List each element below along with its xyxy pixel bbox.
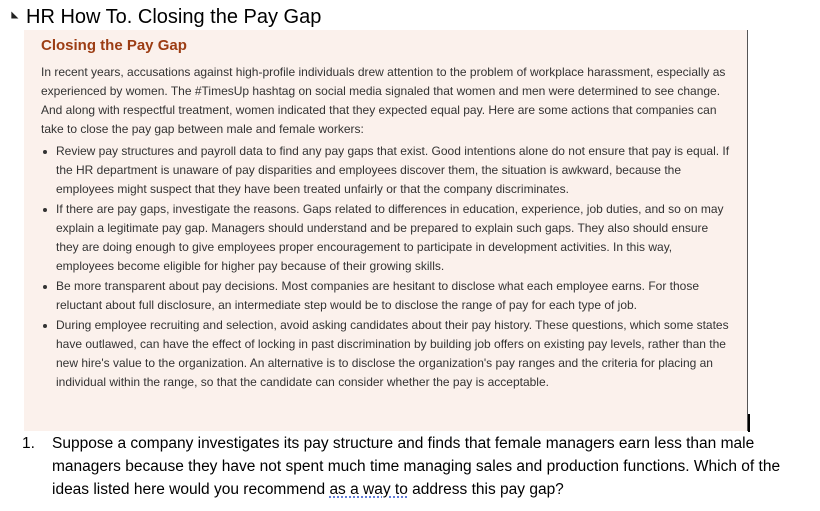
action-list-item: Review pay structures and payroll data to find any pay gaps that exist. Good intentions alone do not ensure that pay is equal. If the HR department is unaware of pay disparities and employees discover them, the situation is awkward, because the employees might suspect that they have been treated unfairly or that the company discriminates.: [41, 142, 733, 199]
question-text-end: address this pay gap?: [407, 481, 564, 498]
card-title: Closing the Pay Gap: [41, 37, 187, 54]
question-item: [22, 432, 812, 501]
question-text-start: Suppose a company investigates its pay structure and finds that female managers earn less than male managers because they have not spent much time managing sales and production functions. Which of the ideas listed here would you recommend: [52, 435, 781, 498]
section-title: HR How To. Closing the Pay Gap: [26, 6, 322, 28]
section-header[interactable]: [4, 4, 321, 30]
action-list-item: If there are pay gaps, investigate the reasons. Gaps related to differences in education, experience, job duties, and so on may explain a legitimate pay gap. Managers should understand and be prepared to explain such gaps. They also should ensure they are doing enough to give employees proper encouragement to participate in development activities. In this way, employees become eligible for higher pay because of their growing skills.: [41, 200, 733, 276]
action-list: [41, 142, 733, 393]
card-intro-paragraph: In recent years, accusations against high-profile individuals drew attention to the problem of workplace harassment, especially as experienced by women. The #TimesUp hashtag on social media signaled that women and men were determined to see change. And along with respectful treatment, women indicated that they expected equal pay. Here are some actions that companies can take to close the pay gap between male and female workers:: [41, 65, 726, 136]
grammar-flagged-phrase[interactable]: as a way to: [329, 481, 408, 498]
action-list-item: Be more transparent about pay decisions. Most companies are hesitant to disclose what each employee earns. For those reluctant about full disclosure, an intermediate step would be to disclose the range of pay for each type of job.: [41, 277, 733, 315]
action-list-item: During employee recruiting and selection, avoid asking candidates about their pay history. These questions, which some states have outlawed, can have the effect of locking in past discrimination by building job offers on existing pay levels, rather than the new hire's value to the organization. An alternative is to disclose the organization's pay ranges and the criteria for placing an individual within the range, so that the candidate can consider whether the pay is acceptable.: [41, 316, 733, 392]
content-card: [24, 30, 748, 431]
question-text[interactable]: [52, 432, 812, 501]
question-number: 1.: [22, 435, 35, 452]
collapse-triangle-icon[interactable]: [8, 11, 19, 22]
card-edge-marker: [748, 414, 750, 432]
